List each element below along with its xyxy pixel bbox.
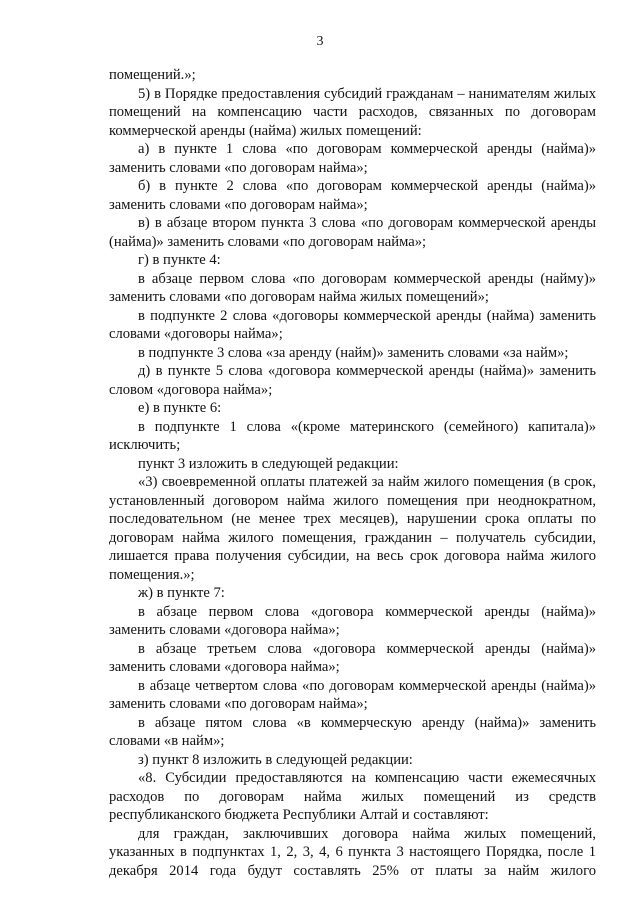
paragraph: з) пункт 8 изложить в следующей редакции: <box>138 751 413 768</box>
paragraph: д) в пункте 5 слова «договора коммерческой аренды (найма)» заменить словом «договора найма»; <box>109 363 596 398</box>
paragraph: в подпункте 3 слова «за аренду (найм)» заменить словами «за найм»; <box>138 344 569 361</box>
paragraph: в подпункте 2 слова «договоры коммерческой аренды (найма) заменить словами «договоры найма»; <box>109 307 596 342</box>
paragraph: для граждан, заключивших договора найма жилых помещений, указанных в подпунктах 1, 2, 3, 4, 6 пункта 3 настоящего Порядка, после 1 декабря 2014 года будут составлять 25% от платы за найм жилого <box>109 825 596 879</box>
paragraph: в абзаце третьем слова «договора коммерческой аренды (найма)» заменить словами «договора найма»; <box>109 640 596 675</box>
paragraph: в подпункте 1 слова «(кроме материнского (семейного) капитала)» исключить; <box>109 418 596 453</box>
paragraph: «8. Субсидии предоставляются на компенсацию части ежемесячных расходов по договорам найма жилых помещений из средств республиканского бюджета Республики Алтай и составляют: <box>109 770 596 823</box>
paragraph: «3) своевременной оплаты платежей за найм жилого помещения (в срок, установленный договором найма жилого помещения при неоднократном, последовательном (не менее трех месяцев), нарушении срока оплаты по договорам найма жилого помещения, гражданин – получатель субсидии, лишается права получения субсидии, на весь срок договора найма жилого помещения.»; <box>109 474 596 583</box>
paragraph: в абзаце первом слова «договора коммерческой аренды (найма)» заменить словами «договора найма»; <box>109 603 596 638</box>
paragraph: помещений.»; <box>109 67 196 83</box>
paragraph: в) в абзаце втором пункта 3 слова «по договорам коммерческой аренды (найма)» заменить словами «по договорам найма»; <box>109 215 596 250</box>
paragraph: пункт 3 изложить в следующей редакции: <box>138 455 399 472</box>
document-body <box>109 66 596 880</box>
paragraph: в абзаце четвертом слова «по договорам коммерческой аренды (найма)» заменить словами «по договорам найма»; <box>109 677 596 712</box>
paragraph: ж) в пункте 7: <box>138 585 225 601</box>
paragraph: г) в пункте 4: <box>138 252 221 268</box>
paragraph: б) в пункте 2 слова «по договорам коммерческой аренды (найма)» заменить словами «по договорам найма»; <box>109 178 596 213</box>
paragraph: в абзаце первом слова «по договорам коммерческой аренды (найму)» заменить словами «по договорам найма жилых помещений»; <box>109 270 596 305</box>
page-number: 3 <box>316 34 324 49</box>
paragraph: в абзаце пятом слова «в коммерческую аренду (найма)» заменить словами «в найм»; <box>109 714 596 749</box>
paragraph: а) в пункте 1 слова «по договорам коммерческой аренды (найма)» заменить словами «по договорам найма»; <box>109 141 596 176</box>
paragraph: 5) в Порядке предоставления субсидий гражданам – нанимателям жилых помещений на компенсацию части расходов, связанных по договорам коммерческой аренды (найма) жилых помещений: <box>109 85 596 139</box>
paragraph: е) в пункте 6: <box>138 400 222 416</box>
